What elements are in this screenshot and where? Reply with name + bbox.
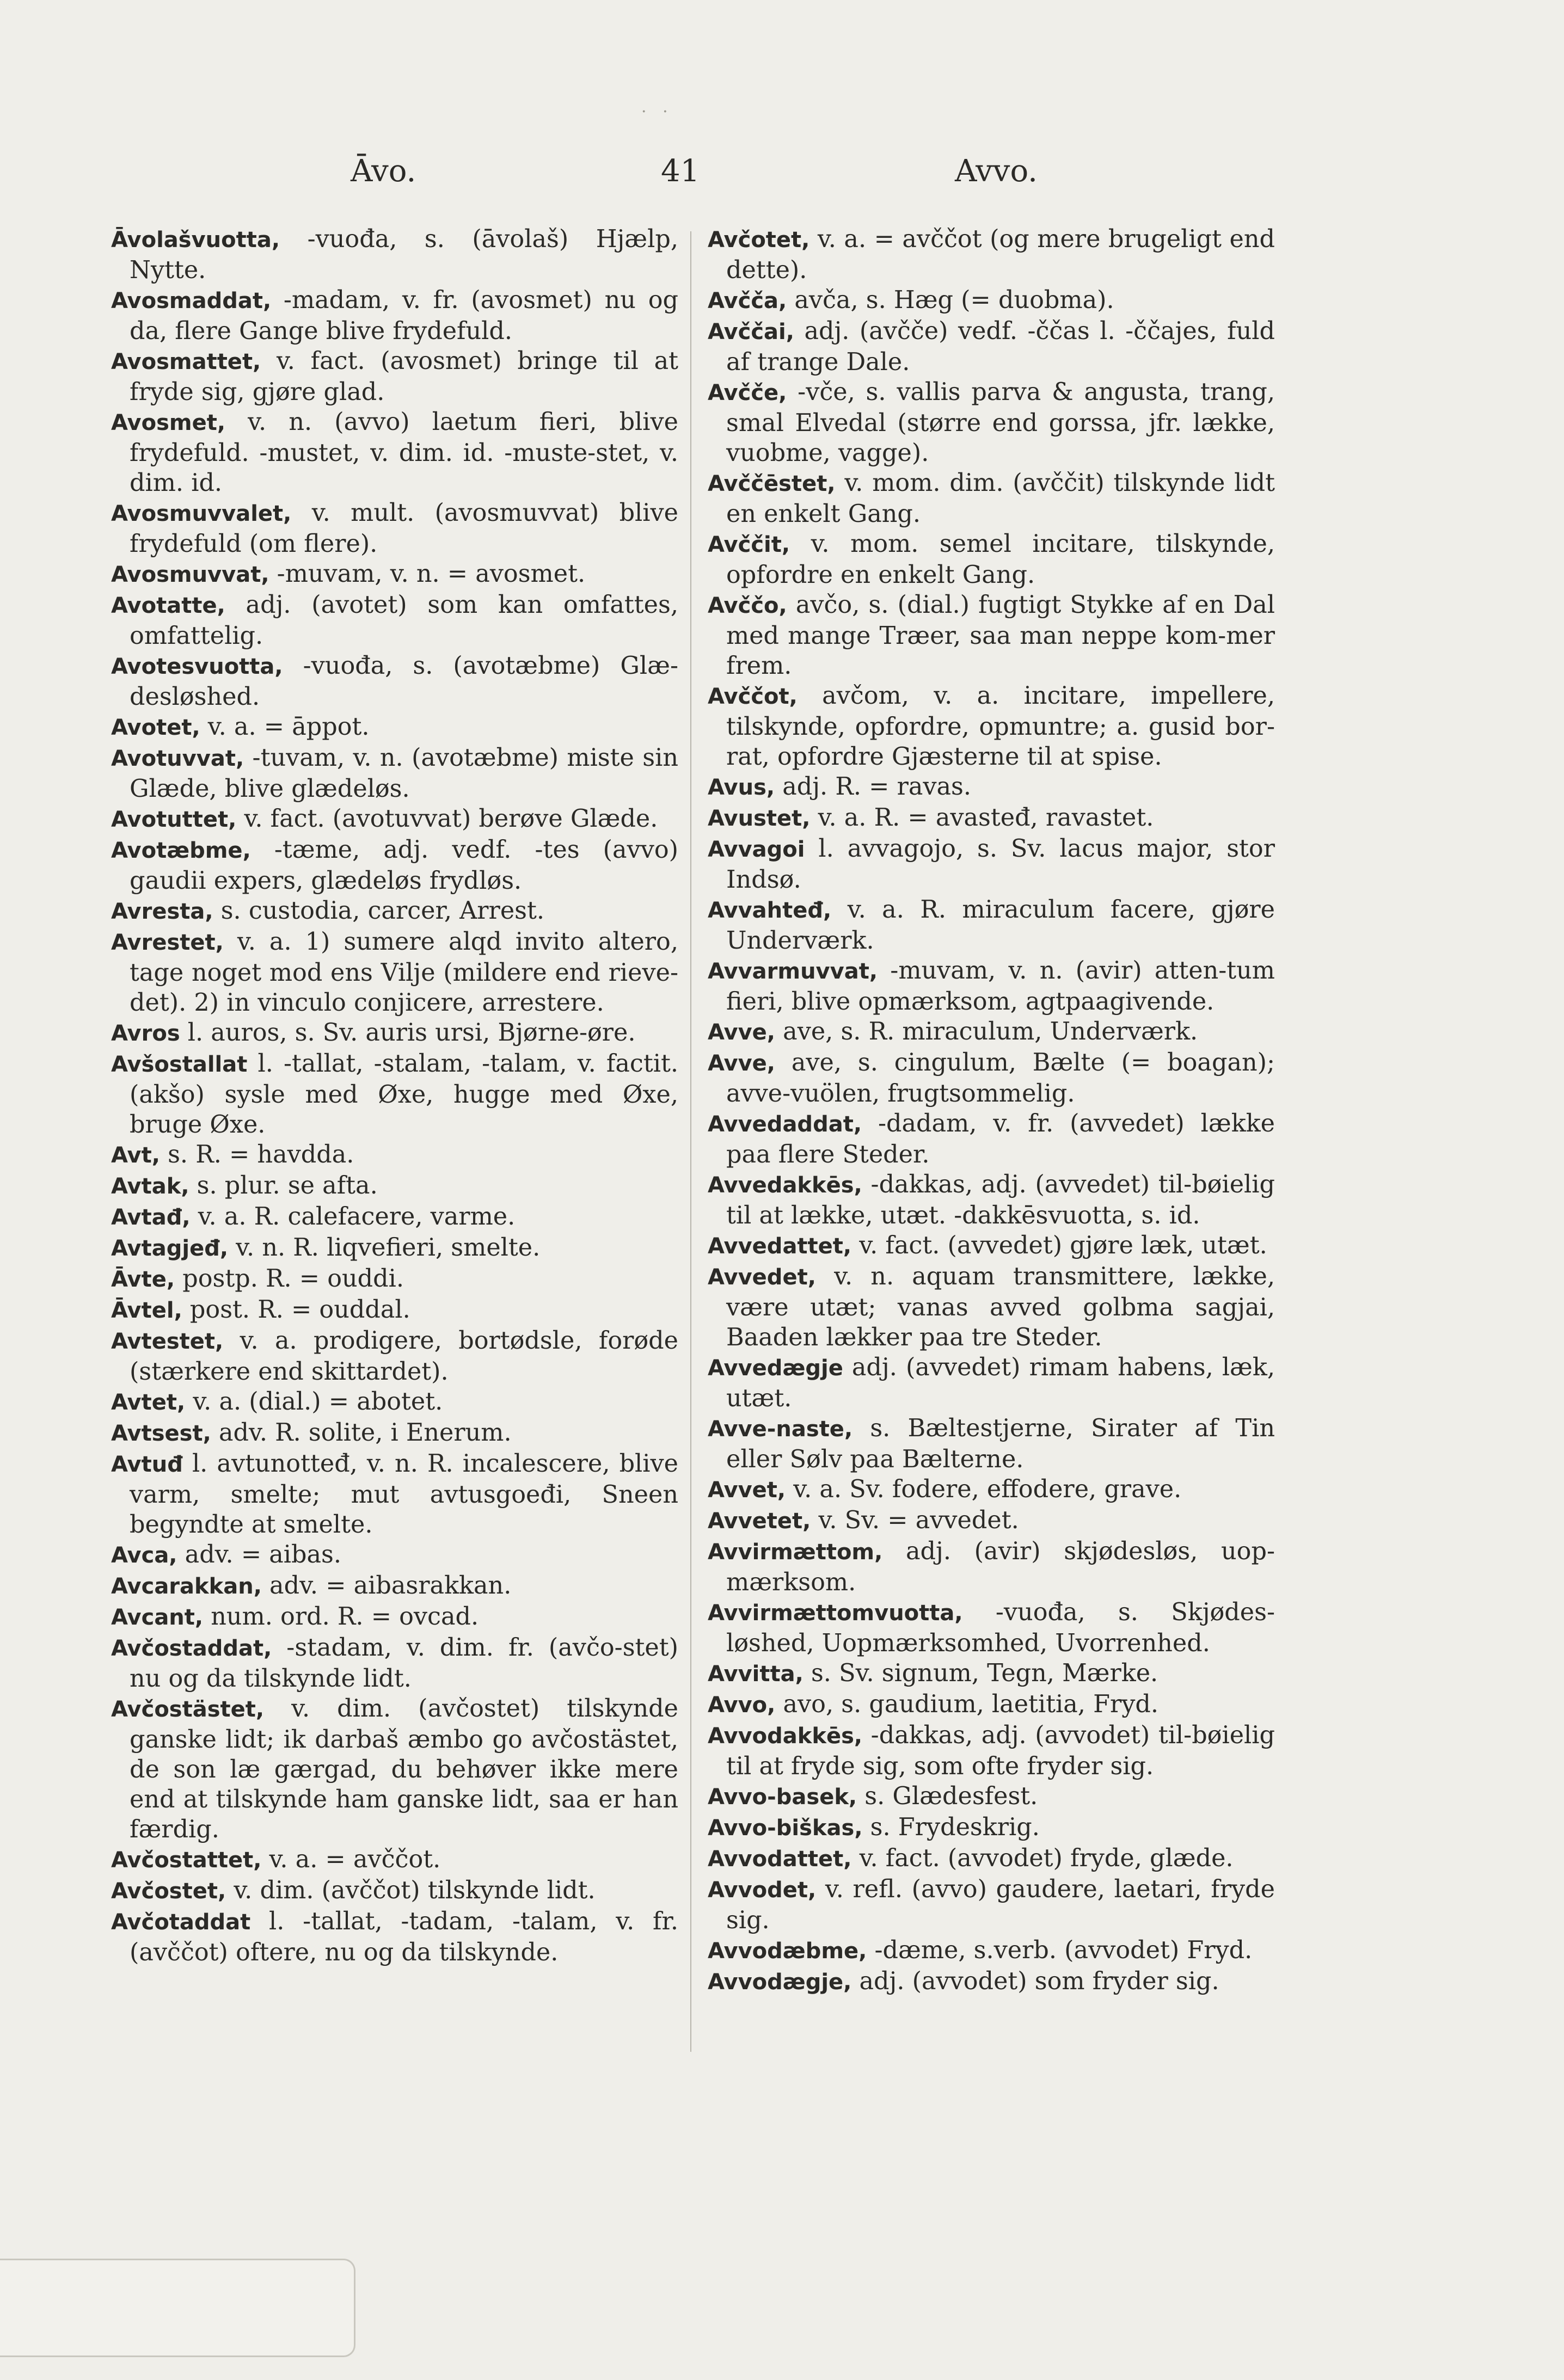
entry-definition: -dakkas, adj. (avvodet) til-bøielig til at fryde sig, som ofte fryder sig. [726,1721,1275,1780]
dictionary-entry [708,1352,1275,1413]
entry-definition: l. auros, s. Sv. auris ursi, Bjørne-øre. [180,1019,636,1047]
entry-headword: Avvitta, [708,1662,804,1687]
dictionary-entry [708,1262,1275,1352]
entry-headword: Avvodattet, [708,1847,852,1872]
entry-definition: adv. = aibas. [177,1541,342,1569]
dictionary-entry [708,285,1275,316]
entry-definition: adj. (avvedet) rimam habens, læk, utæt. [726,1354,1275,1412]
entry-definition: -dadam, v. fr. (avvedet) lække paa flere Steder. [726,1110,1275,1169]
entry-headword: Avvirmættomvuotta, [708,1601,963,1626]
dictionary-entry [111,1540,678,1571]
entry-headword: Avčotaddat [111,1910,251,1935]
entry-definition: s. R. = havdda. [160,1141,354,1169]
entry-headword: Āvtel, [111,1298,182,1323]
entry-definition: s. Frydeskrig. [862,1813,1040,1841]
dictionary-entry [111,1418,678,1449]
dictionary-entry [708,772,1275,803]
entry-headword: Avosmet, [111,410,226,435]
entry-definition: s. Bæltestjerne, Sirater af Tin eller Sølv paa Bælterne. [726,1415,1275,1473]
running-head-right: Avvo. [955,153,1038,189]
entry-headword: Avčostattet, [111,1848,262,1873]
entry-headword: Avččai, [708,319,794,345]
entry-definition: v. mom. dim. (avččit) tilskynde lidt en enkelt Gang. [726,469,1275,528]
entry-headword: Avtestet, [111,1329,224,1354]
entry-headword: Avvodakkēs, [708,1724,863,1749]
dictionary-entry [111,1387,678,1418]
entry-headword: Avotæbme, [111,838,251,863]
entry-headword: Avvedægje [708,1356,843,1381]
entry-headword: Avvodægje, [708,1970,852,1995]
entry-definition: s. plur. se afta. [189,1172,378,1200]
entry-headword: Avotet, [111,715,200,740]
entry-headword: Avččēstet, [708,471,836,496]
entry-headword: Avvo, [708,1693,776,1718]
entry-definition: -vče, s. vallis parva & angusta, trang, smal Elvedal (større end gorssa, jfr. lække, vuobme, vagge). [726,378,1275,467]
entry-headword: Avotatte, [111,593,225,618]
entry-definition: avo, s. gaudium, laetitia, Fryd. [775,1690,1158,1718]
entry-definition: l. -tallat, -tadam, -talam, v. fr. (avččot) oftere, nu og da tilskynde. [130,1908,678,1966]
entry-headword: Avtsest, [111,1421,211,1446]
entry-definition: -stadam, v. dim. fr. (avčo-stet) nu og da tilskynde lidt. [130,1634,678,1693]
entry-definition: v. a. prodigere, bortødsle, forøde (stærkere end skittardet). [130,1327,678,1386]
entry-headword: Avve, [708,1051,776,1076]
dictionary-entry [111,1140,678,1171]
dictionary-entry [111,743,678,804]
dictionary-entry [111,896,678,927]
dictionary-entry [708,1170,1275,1231]
dictionary-entry [111,407,678,498]
entry-headword: Avvarmuvvat, [708,959,878,984]
entry-definition: post. R. = ouddal. [182,1296,410,1324]
entry-headword: Avca, [111,1543,177,1568]
entry-definition: l. avvagojo, s. Sv. lacus major, stor Indsø. [726,835,1275,894]
dictionary-entry [708,803,1275,834]
entry-definition: -vuođa, s. (āvolaš) Hjælp, Nytte. [130,225,678,284]
entry-definition: ave, s. R. miraculum, Underværk. [775,1018,1198,1046]
entry-headword: Avvedattet, [708,1234,852,1259]
dictionary-entry [111,1049,678,1140]
dictionary-entry [111,1602,678,1633]
dictionary-entry [708,1505,1275,1536]
dictionary-entry [111,1844,678,1875]
entry-definition: v. a. Sv. fodere, effodere, grave. [786,1475,1182,1503]
entry-definition: avčom, v. a. incitare, impellere, tilskynde, opfordre, opmuntre; a. gusid bor-rat, opfordre Gjæsterne til at spise. [726,682,1275,771]
dictionary-entry [111,346,678,407]
entry-headword: Āvolašvuotta, [111,227,280,253]
entry-headword: Avosmuvvat, [111,562,269,587]
entry-definition: -vuođa, s. Skjødes-løshed, Uopmærksomhed, Uvorrenhed. [726,1598,1275,1657]
entry-headword: Avtađ, [111,1205,191,1230]
entry-headword: Avtet, [111,1390,186,1415]
entry-definition: avčo, s. (dial.) fugtigt Stykke af en Dal med mange Træer, saa man neppe kom-mer frem. [726,591,1275,680]
dictionary-entry [111,1907,678,1967]
entry-headword: Avcant, [111,1605,204,1630]
entry-definition: v. dim. (avčostet) tilskynde ganske lidt; ik darbaš æmbo go avčostästet, de son læ gærgad, du behøver ikke mere end at tilskynde ham ganske lidt, saa er han færdig. [130,1695,678,1843]
dictionary-entry [111,712,678,743]
entry-definition: ave, s. cingulum, Bælte (= boagan); avve-vuölen, frugtsommelig. [726,1049,1275,1108]
entry-headword: Avtuđ [111,1452,183,1477]
entry-definition: l. -tallat, -stalam, -talam, v. factit. (akšo) sysle med Øxe, hugge med Øxe, bruge Øxe. [130,1050,678,1139]
running-head-left: Āvo. [351,153,416,189]
entry-definition: v. a. = āppot. [200,713,370,741]
dictionary-entry [111,835,678,896]
entry-definition: v. a. = avččot. [261,1846,441,1873]
entry-headword: Avve-naste, [708,1417,853,1442]
entry-headword: Avvet, [708,1478,786,1503]
entry-definition: adv. R. solite, i Enerum. [211,1419,512,1447]
entry-definition: adj. (avčče) vedf. -ččas l. -ččajes, fuld af trange Dale. [726,317,1275,376]
dictionary-entry [111,1018,678,1049]
dictionary-entry [708,1812,1275,1843]
entry-definition: num. ord. R. = ovcad. [203,1603,479,1631]
entry-headword: Avtagjeđ, [111,1236,229,1261]
entry-headword: Avustet, [708,806,811,831]
dictionary-entry [708,1109,1275,1170]
dictionary-entry [708,1048,1275,1109]
entry-definition: adj. (avotet) som kan omfattes, omfattelig. [130,591,678,650]
entry-definition: v. mom. semel incitare, tilskynde, opfordre en enkelt Gang. [726,530,1275,589]
entry-headword: Avšostallat [111,1052,248,1077]
entry-definition: -madam, v. fr. (avosmet) nu og da, flere Gange blive frydefuld. [130,286,678,345]
entry-headword: Avus, [708,775,775,800]
entry-definition: l. avtunotteđ, v. n. R. incalescere, blive varm, smelte; mut avtusgoeđi, Sneen begyndte at smelte. [130,1450,678,1539]
dictionary-entry [111,1633,678,1694]
dictionary-entry [708,1231,1275,1262]
dictionary-entry [111,1449,678,1540]
entry-headword: Avotuvvat, [111,746,244,771]
entry-definition: -tæme, adj. vedf. -tes (avvo) gaudii expers, glædeløs frydløs. [130,836,678,895]
dictionary-entry [708,468,1275,529]
dictionary-entry [708,681,1275,772]
entry-definition: adj. R. = ravas. [775,773,972,801]
entry-headword: Avt, [111,1143,160,1168]
entry-headword: Avosmaddat, [111,288,272,313]
entry-headword: Avvo-biškas, [708,1816,863,1841]
entry-headword: Avvahteđ, [708,898,832,923]
entry-headword: Avčča, [708,288,787,313]
entry-definition: adj. (avvodet) som fryder sig. [851,1967,1219,1995]
entry-headword: Avotuttet, [111,807,237,832]
entry-definition: s. Glædesfest. [857,1782,1038,1810]
entry-definition: v. a. R. = avasteđ, ravastet. [810,804,1154,832]
entry-definition: v. fact. (avosmet) bringe til at fryde sig, gjøre glad. [130,347,678,406]
entry-definition: v. a. 1) sumere alqd invito altero, tage noget mod ens Vilje (mildere end rieve-det). 2) in vinculo conjicere, arrestere. [130,928,678,1017]
dictionary-entry [111,1694,678,1844]
entry-definition: -muvam, v. n. (avir) atten-tum fieri, blive opmærksom, agtpaagivende. [726,957,1275,1016]
dictionary-entry [111,1571,678,1602]
dictionary-entry [708,529,1275,590]
dictionary-entry [111,498,678,559]
page-tab-marker [0,2259,355,2357]
dictionary-entry [708,956,1275,1017]
entry-headword: Avčče, [708,380,787,405]
column-divider [690,231,691,2052]
entry-headword: Avčotet, [708,227,810,253]
dictionary-entry [708,590,1275,681]
dictionary-entry [111,559,678,590]
dictionary-entry [111,1326,678,1387]
entry-definition: v. n. (avvo) laetum fieri, blive frydefuld. -mustet, v. dim. id. -muste-stet, v. dim. id. [130,408,678,497]
entry-headword: Avosmattet, [111,349,261,374]
dictionary-entry [111,804,678,835]
entry-definition: postp. R. = ouddi. [175,1265,404,1293]
entry-definition: v. n. R. liqvefieri, smelte. [228,1234,541,1262]
dictionary-entry [708,224,1275,285]
entry-headword: Avresta, [111,899,213,924]
entry-definition: v. dim. (avččot) tilskynde lidt. [226,1877,596,1904]
entry-headword: Avvagoi [708,837,805,862]
entry-headword: Āvte, [111,1267,175,1292]
entry-headword: Avvo-basek, [708,1785,857,1810]
entry-headword: Avros [111,1021,180,1046]
entry-headword: Avtak, [111,1174,189,1199]
entry-headword: Avčostästet, [111,1697,265,1722]
entry-headword: Avvodet, [708,1878,817,1903]
dictionary-entry [111,1264,678,1295]
dictionary-entry [111,1233,678,1264]
entry-definition: -dæme, s.verb. (avvodet) Fryd. [867,1936,1253,1964]
entry-definition: v. fact. (avvodet) fryde, glæde. [851,1844,1234,1872]
dictionary-entry [111,224,678,285]
dictionary-entry [708,377,1275,468]
dictionary-entry [708,1874,1275,1935]
entry-definition: v. a. R. calefacere, varme. [190,1203,516,1231]
entry-headword: Avččo, [708,593,787,618]
dictionary-entry [708,1935,1275,1966]
dictionary-entry [708,1720,1275,1781]
entry-definition: v. n. aquam transmittere, lække, være utæt; vanas avved golbma sagjai, Baaden lækker paa tre Steder. [726,1263,1275,1351]
entry-definition: -tuvam, v. n. (avotæbme) miste sin Glæde, blive glædeløs. [130,744,678,803]
dictionary-entry [708,1781,1275,1812]
dictionary-entry [708,1536,1275,1597]
entry-headword: Avcarakkan, [111,1574,262,1599]
dictionary-entry [111,651,678,712]
left-column [111,224,678,1967]
entry-definition: v. Sv. = avvedet. [811,1506,1019,1534]
dictionary-entry [111,285,678,346]
entry-headword: Avčostet, [111,1879,226,1904]
entry-headword: Avvedet, [708,1265,816,1290]
entry-headword: Avotesvuotta, [111,654,283,679]
print-mark: · · [641,102,673,121]
dictionary-entry [708,1966,1275,1997]
dictionary-entry [708,834,1275,895]
entry-headword: Avččot, [708,684,798,709]
dictionary-entry [708,1843,1275,1874]
entry-definition: v. a. = avččot (og mere brugeligt end dette). [726,225,1275,284]
dictionary-entry [111,1295,678,1326]
entry-definition: v. fact. (avvedet) gjøre læk, utæt. [851,1232,1267,1259]
entry-definition: avča, s. Hæg (= duobma). [787,286,1114,314]
dictionary-entry [708,1658,1275,1689]
entry-headword: Avosmuvvalet, [111,501,292,526]
dictionary-entry [708,1474,1275,1505]
dictionary-entry [111,1171,678,1202]
entry-headword: Avvedaddat, [708,1112,862,1137]
entry-definition: adj. (avir) skjødesløs, uop-mærksom. [726,1538,1275,1596]
dictionary-entry [111,1875,678,1907]
entry-definition: -muvam, v. n. = avosmet. [269,560,586,588]
dictionary-entry [708,1413,1275,1474]
entry-headword: Avččit, [708,532,790,557]
dictionary-entry [708,1017,1275,1048]
entry-definition: v. refl. (avvo) gaudere, laetari, fryde sig. [726,1875,1275,1934]
entry-definition: v. a. (dial.) = abotet. [185,1388,443,1416]
entry-headword: Avvodæbme, [708,1939,867,1964]
entry-headword: Avve, [708,1020,776,1045]
entry-definition: -dakkas, adj. (avvedet) til-bøielig til at lække, utæt. -dakkēsvuotta, s. id. [726,1171,1275,1229]
entry-definition: v. mult. (avosmuvvat) blive frydefuld (om flere). [130,499,678,558]
entry-headword: Avčostaddat, [111,1636,272,1661]
page-number: 41 [661,153,700,189]
entry-headword: Avvedakkēs, [708,1173,862,1198]
entry-headword: Avrestet, [111,930,224,955]
entry-definition: v. fact. (avotuvvat) berøve Glæde. [236,805,658,833]
right-column [708,224,1275,1997]
entry-definition: s. custodia, carcer, Arrest. [213,897,545,925]
entry-definition: s. Sv. signum, Tegn, Mærke. [803,1659,1158,1687]
entry-definition: v. a. R. miraculum facere, gjøre Underværk. [726,896,1275,955]
dictionary-entry [708,895,1275,956]
entry-headword: Avvetet, [708,1509,811,1534]
dictionary-entry [708,316,1275,377]
entry-definition: adv. = aibasrakkan. [261,1572,512,1600]
dictionary-entry [111,1202,678,1233]
dictionary-entry [111,927,678,1018]
entry-headword: Avvirmættom, [708,1540,883,1565]
dictionary-entry [708,1689,1275,1720]
dictionary-entry [708,1597,1275,1658]
entry-definition: -vuođa, s. (avotæbme) Glæ-desløshed. [130,652,678,711]
dictionary-entry [111,590,678,651]
